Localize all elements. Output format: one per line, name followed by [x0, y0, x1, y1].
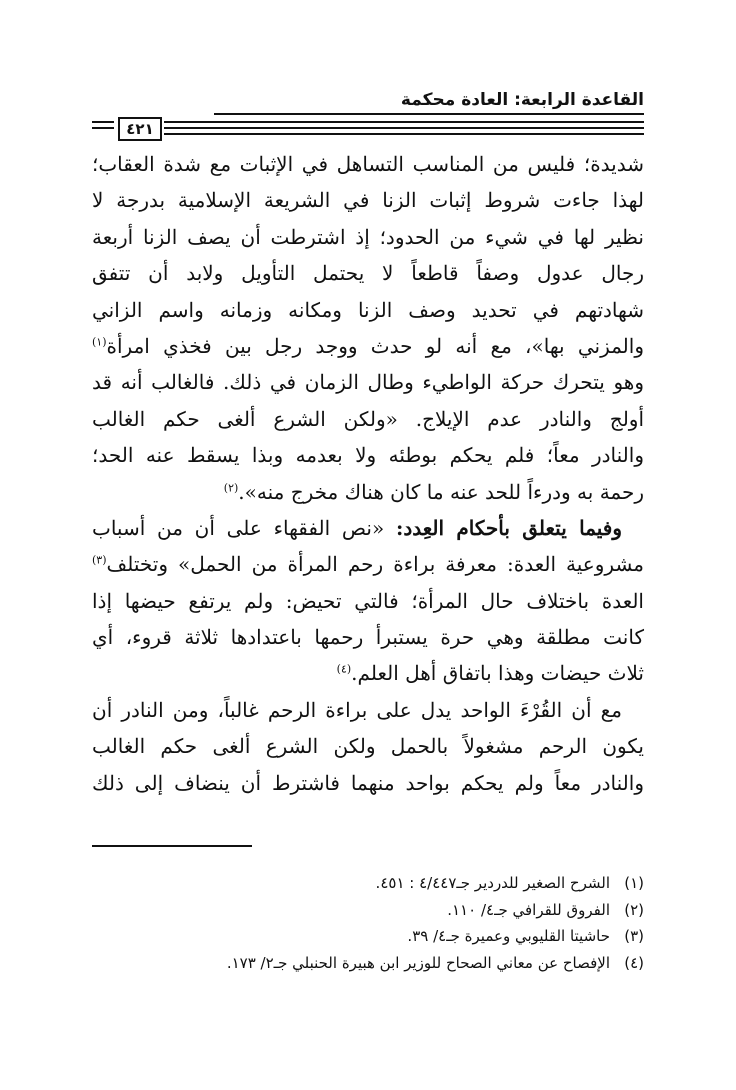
text-line: [92, 655, 644, 691]
footnote-text: الفروق للقرافي جـ٤/ ١١٠.: [447, 900, 610, 919]
text-line: [92, 328, 644, 364]
page-number: ٤٢١: [118, 117, 162, 141]
text-line: والنادر معاً؛ فلم يحكم بوطئه ولا بعدمه وبذا يسقط عنه الحد؛: [92, 443, 644, 468]
footnote-text: حاشيتا القليوبي وعميرة جـ٤/ ٣٩.: [407, 927, 610, 945]
footnote-item: [92, 897, 644, 924]
footnote-number: (٣): [624, 927, 644, 945]
paragraph-3: [92, 692, 644, 801]
main-text: [92, 146, 644, 801]
footnote-text: الشرح الصغير للدردير جـ٤/٤٤٧ : ٤٥١.: [375, 874, 610, 892]
footnote-number: (١): [624, 874, 644, 892]
text-line: [92, 474, 644, 510]
footnote-number: (٤): [624, 953, 644, 972]
footnote-item: [92, 923, 644, 950]
text-line-content: رحمة به ودرءاً للحد عنه ما كان هناك مخرج منه».: [238, 479, 644, 504]
text-line-content: مشروعية العدة: معرفة براءة رحم المرأة من الحمل» وتختلف: [106, 552, 644, 577]
text-line-content: «نص الفقهاء على أن من أسباب: [92, 515, 385, 540]
footnote-text: الإفصاح عن معاني الصحاح للوزير ابن هبيرة الحنبلي جـ٢/ ١٧٣.: [226, 953, 610, 972]
text-line: نظير لها في شيء من الحدود؛ إذ اشترطت أن يصف الزنا أربعة: [92, 224, 644, 249]
text-line: رجال عدول وصفاً قاطعاً لا يحتمل التأويل ولابد أن تتفق: [92, 261, 644, 286]
running-header-title: القاعدة الرابعة: العادة محكمة: [400, 90, 644, 110]
footnote-item: [92, 870, 644, 897]
text-line: يكون الرحم مشغولاً بالحمل ولكن الشرع ألغى حكم الغالب: [92, 734, 644, 759]
footnote-number: (٢): [624, 900, 644, 919]
footnote-marker: (٣): [92, 553, 107, 567]
paragraph-lead: وفيما يتعلق بأحكام العِدد:: [395, 515, 623, 540]
text-line: [92, 510, 644, 546]
text-line: كانت مطلقة وهي حرة يستبرأ رحمها باعتدادها ثلاثة قروء، أي: [92, 625, 644, 650]
text-line: شديدة؛ فليس من المناسب التساهل في الإثبات مع شدة العقاب؛: [92, 152, 644, 176]
text-line: والنادر معاً ولم يحكم بواحد منهما فاشترط أن ينضاف إلى ذلك: [92, 770, 644, 795]
footnote-item: [92, 950, 644, 977]
header-rule: [214, 113, 644, 115]
text-line: [92, 546, 644, 582]
footnote-marker: (١): [92, 335, 107, 349]
text-line: شهادتهم في تحديد وصف الزنا ومكانه وزمانه واسم الزاني: [92, 297, 644, 322]
text-line: لهذا جاءت شروط إثبات الزنا في الشريعة الإسلامية بدرجة لا: [92, 188, 644, 213]
paragraph-2: [92, 510, 644, 692]
text-line: وهو يتحرك حركة الواطيء وطال الزمان في ذلك. فالغالب أنه قد: [92, 370, 644, 395]
text-line-content: ثلاث حيضات وهذا باتفاق أهل العلم.: [351, 661, 644, 686]
footnote-marker: (٢): [223, 480, 239, 494]
footnote-marker: (٤): [336, 662, 352, 676]
footnotes: [92, 870, 644, 976]
text-line: مع أن القُرْءَ الواحد يدل على براءة الرحم غالباً، ومن النادر أن: [92, 697, 622, 722]
text-line-content: والمزني بها»، مع أنه لو حدث ووجد رجل بين فخذي امرأة: [106, 333, 644, 358]
paragraph-1: [92, 146, 644, 510]
footnote-separator: [92, 845, 252, 847]
text-line: أولج والنادر عدم الإيلاج. «ولكن الشرع ألغى حكم الغالب: [92, 406, 644, 431]
text-line: العدة باختلاف حال المرأة؛ فالتي تحيض: ولم يرتفع حيضها إذا: [92, 588, 644, 613]
